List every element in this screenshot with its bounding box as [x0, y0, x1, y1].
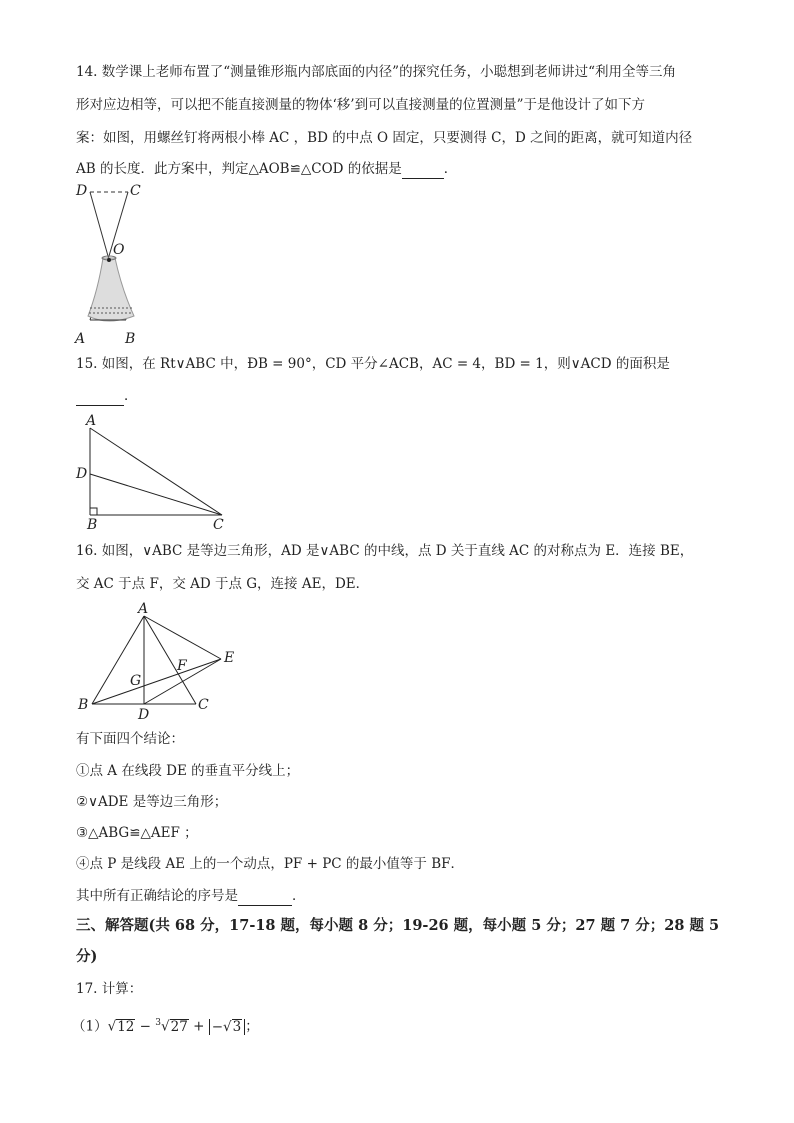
- q14-line-3: 案：如图，用螺丝钉将两根小棒 AC ，BD 的中点 O 固定，只要测得 C，D 之间的距离，就可知道内径: [76, 130, 693, 146]
- q14-label-C: C: [130, 183, 141, 199]
- q14-label-A: A: [75, 331, 86, 347]
- q16-line-1: 16. 如图，∨ABC 是等边三角形，AD 是∨ABC 的中线，点 D 关于直线 AC 的对称点为 E．连接 BE，: [76, 543, 694, 559]
- q16-label-A: A: [138, 601, 149, 617]
- q14-question-text: AB 的长度．此方案中，判定△AOB≌△COD 的依据是: [76, 161, 402, 177]
- q16-figure: [74, 600, 244, 722]
- q15-line-2: [76, 386, 138, 406]
- section3-heading-line-1: 三、解答题(共 68 分，17-18 题，每小题 8 分；19-26 题，每小题 5 分；27 题 7 分；28 题 5: [76, 917, 720, 934]
- q14-label-B: B: [125, 331, 136, 347]
- q16-intro: 有下面四个结论：: [76, 731, 184, 747]
- q14-label-O: O: [113, 242, 125, 258]
- q14-answer-blank[interactable]: [402, 164, 444, 179]
- q17-semicolon: ；: [245, 1018, 259, 1035]
- q14-line-4: [76, 159, 457, 179]
- q16-label-G: G: [130, 673, 142, 689]
- q16-conclusion-4: ④点 P 是线段 AE 上的一个动点，PF + PC 的最小值等于 BF．: [76, 856, 464, 872]
- q17-radicand-1: 12: [117, 1018, 135, 1035]
- q15-label-B: B: [87, 517, 98, 533]
- section3-heading-line-2: 分): [76, 948, 98, 965]
- q17-absolute-value: [209, 1019, 246, 1035]
- q15-line-1: 15. 如图，在 Rt∨ABC 中，ÐB = 90°，CD 平分∠ACB，AC = 4，BD = 1，则∨ACD 的面积是: [76, 356, 670, 372]
- q16-label-E: E: [224, 650, 235, 666]
- q14-period: ．: [443, 161, 458, 177]
- q16-label-F: F: [177, 658, 187, 674]
- q17-cube-index: 3: [155, 1018, 162, 1028]
- q15-label-A: A: [86, 413, 97, 429]
- q16-line-2: 交 AC 于点 F，交 AD 于点 G，连接 AE，DE．: [76, 576, 370, 592]
- q16-period: ．: [292, 888, 306, 904]
- q15-answer-blank[interactable]: [76, 391, 124, 406]
- q16-conclusion-3: ③△ABG≌△AEF ；: [76, 825, 198, 841]
- q16-label-C: C: [198, 697, 209, 713]
- q15-period: ．: [124, 388, 138, 404]
- q17-radicand-3: 3: [232, 1018, 242, 1035]
- q17-part1: [72, 1013, 259, 1037]
- q17-minus: −: [135, 1018, 156, 1035]
- q14-label-D: D: [76, 183, 88, 199]
- q17-part1-label: （1）: [72, 1018, 108, 1035]
- sqrt-symbol: √: [223, 1018, 232, 1035]
- q14-line-2: 形对应边相等，可以把不能直接测量的物体‘移’到可以直接测量的位置测量”于是他设计了如下方: [76, 97, 645, 113]
- q16-conclusion-2: ②∨ADE 是等边三角形；: [76, 794, 228, 810]
- q16-ask-line: [76, 886, 306, 906]
- q16-label-B: B: [78, 697, 89, 713]
- q14-figure: [70, 180, 160, 350]
- q15-label-D: D: [76, 466, 88, 482]
- q15-figure: [70, 410, 240, 532]
- q17-abs-sign: −: [211, 1018, 224, 1035]
- sqrt-symbol: √: [161, 1018, 170, 1035]
- q17-radicand-2: 27: [170, 1018, 188, 1035]
- sqrt-symbol: √: [107, 1018, 117, 1035]
- q16-answer-blank[interactable]: [238, 891, 292, 906]
- q16-label-D: D: [138, 707, 150, 723]
- q14-line-1: 14. 数学课上老师布置了“测量锥形瓶内部底面的内径”的探究任务，小聪想到老师讲过“利用全等三角: [76, 64, 676, 80]
- q16-ask-text: 其中所有正确结论的序号是: [76, 888, 238, 904]
- q16-conclusion-1: ①点 A 在线段 DE 的垂直平分线上；: [76, 763, 300, 779]
- q15-label-C: C: [213, 517, 224, 533]
- q17-plus: +: [188, 1018, 209, 1035]
- q17-title: 17. 计算：: [76, 981, 143, 997]
